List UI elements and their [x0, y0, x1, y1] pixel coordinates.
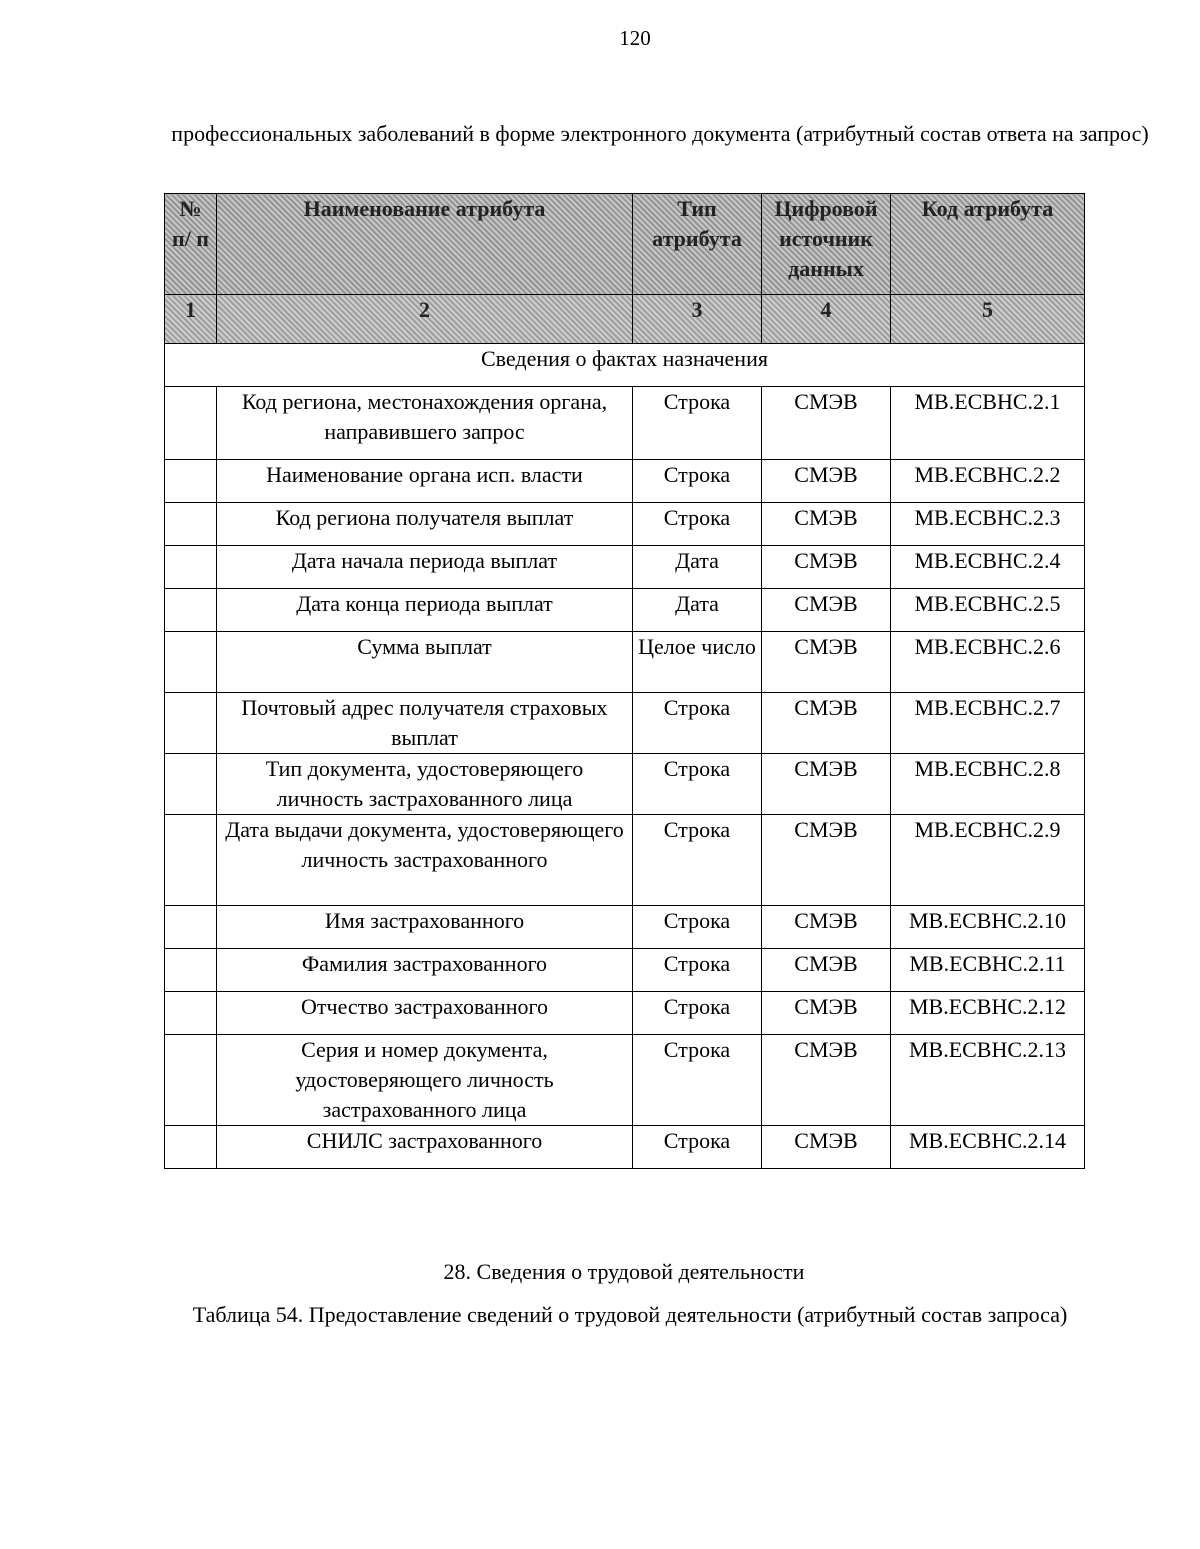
table-row — [165, 1126, 1085, 1169]
data-source: СМЭВ — [762, 632, 891, 693]
attribute-type: Строка — [633, 460, 762, 503]
attribute-type: Строка — [633, 1126, 762, 1169]
row-number — [165, 1035, 217, 1126]
attribute-type: Строка — [633, 815, 762, 906]
header-name: Наименование атрибута — [217, 194, 633, 295]
row-number — [165, 906, 217, 949]
attribute-code: MB.ЕСВНС.2.7 — [891, 693, 1085, 754]
row-number — [165, 503, 217, 546]
attribute-name: Серия и номер документа, удостоверяющего личность застрахованного лица — [217, 1035, 633, 1126]
table-row — [165, 754, 1085, 815]
section-row — [165, 344, 1085, 387]
section-title: Сведения о фактах назначения — [165, 344, 1085, 387]
attribute-code: MB.ЕСВНС.2.11 — [891, 949, 1085, 992]
table-row — [165, 693, 1085, 754]
attribute-name: Дата конца периода выплат — [217, 589, 633, 632]
table-row — [165, 949, 1085, 992]
attribute-code: MB.ЕСВНС.2.10 — [891, 906, 1085, 949]
row-number — [165, 693, 217, 754]
page-number: 120 — [619, 26, 651, 50]
attribute-code: MB.ЕСВНС.2.13 — [891, 1035, 1085, 1126]
attribute-code: MB.ЕСВНС.2.12 — [891, 992, 1085, 1035]
attribute-code: MB.ЕСВНС.2.9 — [891, 815, 1085, 906]
data-source: СМЭВ — [762, 906, 891, 949]
attribute-code: MB.ЕСВНС.2.4 — [891, 546, 1085, 589]
row-number — [165, 754, 217, 815]
column-number: 2 — [217, 295, 633, 344]
table-header-row — [165, 194, 1085, 295]
data-source: СМЭВ — [762, 546, 891, 589]
data-source: СМЭВ — [762, 460, 891, 503]
row-number — [165, 460, 217, 503]
attribute-code: MB.ЕСВНС.2.14 — [891, 1126, 1085, 1169]
attribute-name: Дата выдачи документа, удостоверяющего личность застрахованного — [217, 815, 633, 906]
table-caption: профессиональных заболеваний в форме электронного документа (атрибутный состав ответа на запрос) — [171, 121, 1149, 146]
row-number — [165, 632, 217, 693]
row-number — [165, 546, 217, 589]
data-source: СМЭВ — [762, 992, 891, 1035]
attribute-code: MB.ЕСВНС.2.2 — [891, 460, 1085, 503]
table-row — [165, 815, 1085, 906]
next-table-title: Таблица 54. Предоставление сведений о трудовой деятельности (атрибутный состав запроса) — [192, 1302, 1068, 1327]
table-row — [165, 906, 1085, 949]
row-number — [165, 589, 217, 632]
attribute-type: Строка — [633, 949, 762, 992]
data-source: СМЭВ — [762, 503, 891, 546]
attribute-type: Целое число — [633, 632, 762, 693]
column-number: 3 — [633, 295, 762, 344]
data-source: СМЭВ — [762, 589, 891, 632]
header-code: Код атрибута — [891, 194, 1085, 295]
section-heading: 28. Сведения о трудовой деятельности — [443, 1259, 805, 1284]
data-source: СМЭВ — [762, 1126, 891, 1169]
table-row — [165, 1035, 1085, 1126]
attribute-name: Дата начала периода выплат — [217, 546, 633, 589]
table-row — [165, 546, 1085, 589]
attribute-type: Строка — [633, 992, 762, 1035]
row-number — [165, 1126, 217, 1169]
attribute-name: Имя застрахованного — [217, 906, 633, 949]
attribute-code: MB.ЕСВНС.2.1 — [891, 387, 1085, 460]
column-number: 1 — [165, 295, 217, 344]
row-number — [165, 387, 217, 460]
data-source: СМЭВ — [762, 949, 891, 992]
attribute-type: Строка — [633, 387, 762, 460]
data-source: СМЭВ — [762, 1035, 891, 1126]
data-source: СМЭВ — [762, 387, 891, 460]
attribute-type: Строка — [633, 754, 762, 815]
attribute-type: Дата — [633, 589, 762, 632]
row-number — [165, 949, 217, 992]
attribute-name: Наименование органа исп. власти — [217, 460, 633, 503]
attribute-name: Почтовый адрес получателя страховых выплат — [217, 693, 633, 754]
data-source: СМЭВ — [762, 693, 891, 754]
table-row — [165, 992, 1085, 1035]
column-number: 5 — [891, 295, 1085, 344]
column-number-row — [165, 295, 1085, 344]
attribute-name: Отчество застрахованного — [217, 992, 633, 1035]
attribute-table — [164, 193, 1085, 1169]
attribute-name: Сумма выплат — [217, 632, 633, 693]
header-source: Цифровой источник данных — [762, 194, 891, 295]
table-row — [165, 632, 1085, 693]
column-number: 4 — [762, 295, 891, 344]
attribute-code: MB.ЕСВНС.2.6 — [891, 632, 1085, 693]
table-row — [165, 387, 1085, 460]
row-number — [165, 815, 217, 906]
header-num: № п/ п — [165, 194, 217, 295]
table-row — [165, 589, 1085, 632]
attribute-type: Строка — [633, 906, 762, 949]
table-row — [165, 460, 1085, 503]
attribute-type: Строка — [633, 693, 762, 754]
attribute-name: Тип документа, удостоверяющего личность застрахованного лица — [217, 754, 633, 815]
attribute-type: Строка — [633, 1035, 762, 1126]
table-row — [165, 503, 1085, 546]
attribute-code: MB.ЕСВНС.2.5 — [891, 589, 1085, 632]
attribute-name: Фамилия застрахованного — [217, 949, 633, 992]
attribute-code: MB.ЕСВНС.2.8 — [891, 754, 1085, 815]
header-type: Тип атрибута — [633, 194, 762, 295]
row-number — [165, 992, 217, 1035]
attribute-name: Код региона получателя выплат — [217, 503, 633, 546]
attribute-type: Строка — [633, 503, 762, 546]
data-source: СМЭВ — [762, 815, 891, 906]
attribute-name: СНИЛС застрахованного — [217, 1126, 633, 1169]
attribute-type: Дата — [633, 546, 762, 589]
data-source: СМЭВ — [762, 754, 891, 815]
attribute-code: MB.ЕСВНС.2.3 — [891, 503, 1085, 546]
attribute-name: Код региона, местонахождения органа, направившего запрос — [217, 387, 633, 460]
